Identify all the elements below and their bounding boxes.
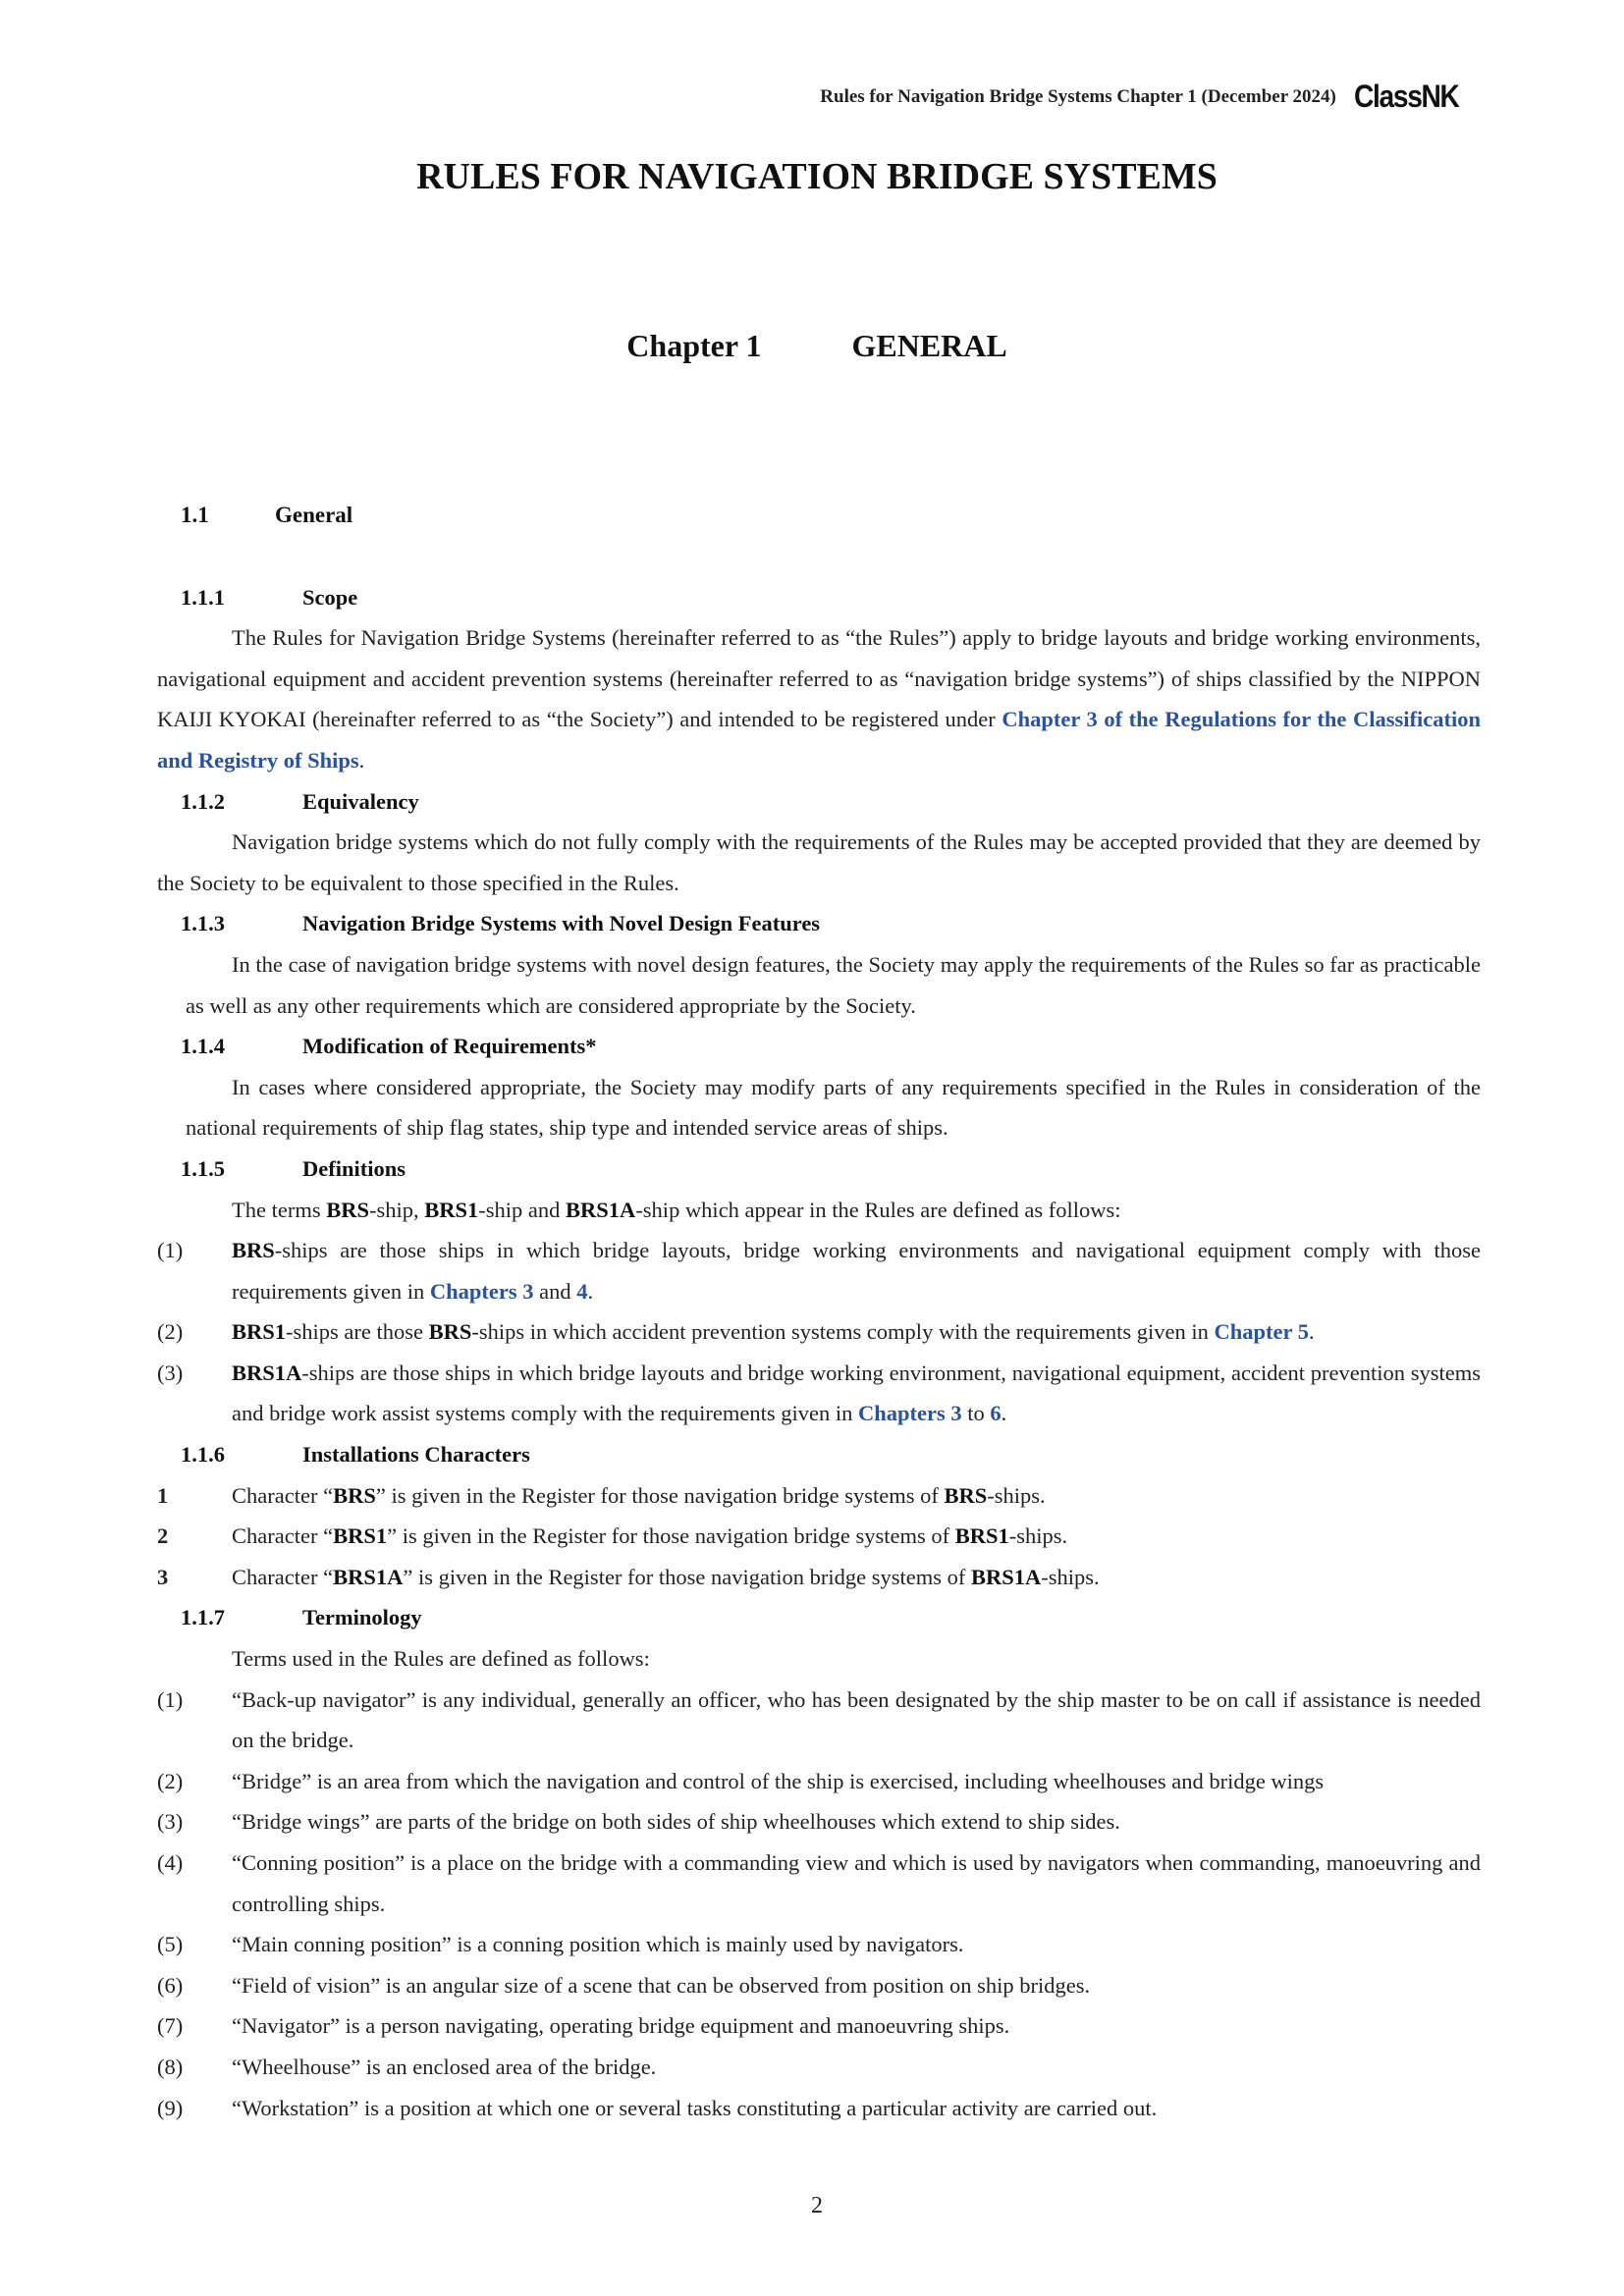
chapter-link[interactable]: Chapters 3 [858,1401,962,1426]
list-item-text: “Conning position” is a place on the bridge with a commanding view and which is used by navigators when commanding, manoeuvring and controlling ships. [232,1850,1481,1916]
term-brs1: BRS1 [424,1197,479,1222]
list-marker: (5) [157,1932,184,1957]
scope-paragraph [157,617,1481,780]
text: -ships are those ships in which bridge layouts, bridge working environments and navigational equipment comply with those requirements given in [232,1238,1481,1304]
list-item [157,2088,1481,2129]
chapter-link[interactable]: 4 [576,1278,588,1304]
list-marker: (4) [157,1850,184,1875]
subsection-number: 1.1.2 [181,788,225,814]
text: to [961,1401,991,1426]
term: BRS1 [333,1523,388,1549]
term: BRS [428,1319,472,1345]
list-item [157,1680,1481,1761]
text: -ships. [1041,1564,1100,1589]
list-item-text [232,1353,1481,1434]
list-item [157,1516,1481,1557]
subsection-number: 1.1.3 [181,911,225,936]
text: -ships. [987,1482,1046,1508]
list-item [157,1353,1481,1434]
running-title: Rules for Navigation Bridge Systems Chapter 1 (December 2024) [820,85,1336,107]
chapter-link[interactable]: Chapter 5 [1214,1319,1309,1345]
term: BRS1A [232,1360,302,1385]
text: Character “ [232,1523,334,1549]
list-item-text: “Field of vision” is an angular size of a scene that can be observed from position on ship bridges. [232,1972,1091,1998]
term-brs: BRS [326,1197,369,1222]
subsection-title: Navigation Bridge Systems with Novel Design Features [302,911,821,936]
subsection-heading [157,1434,1481,1475]
term: BRS1A [333,1564,404,1589]
list-item [157,1475,1481,1517]
list-item-text [232,1230,1481,1311]
subsection-number: 1.1.6 [181,1442,225,1468]
list-marker: (2) [157,1319,184,1345]
novel-design-paragraph: In the case of navigation bridge systems with novel design features, the Society may apply the requirements of the Rules so far as practicable as well as any other requirements which are considered appropriate by the Society. [186,951,1481,1018]
text: . [1001,1401,1007,1426]
equivalency-paragraph: Navigation bridge systems which do not fully comply with the requirements of the Rules may be accepted provided that they are deemed by the Society to be equivalent to those specified in the Rules. [157,829,1481,895]
text: and [533,1278,577,1304]
text: The terms [232,1197,327,1222]
section-title: General [275,503,353,527]
list-item [157,1965,1481,2006]
definitions-intro [157,1190,1481,1231]
terminology-intro: Terms used in the Rules are defined as follows: [232,1646,650,1672]
subsection-title: Definitions [302,1155,406,1181]
list-item-text: “Bridge wings” are parts of the bridge on both sides of ship wheelhouses which extend to ship sides. [232,1809,1120,1835]
subsection-heading [157,1026,1481,1067]
chapter-link[interactable]: 6 [990,1401,1001,1426]
text: -ship which appear in the Rules are defined as follows: [635,1197,1121,1222]
list-marker: 3 [157,1564,169,1589]
text: -ships are those ships in which bridge layouts and bridge working environment, navigational equipment, accident prevention systems and bridge work assist systems comply with the requirements given in [232,1360,1481,1426]
list-marker: (9) [157,2095,184,2120]
list-item [157,2005,1481,2047]
term: BRS1A [970,1564,1042,1589]
text: ” is given in the Register for those navigation bridge systems of [403,1564,971,1589]
list-item-text: “Bridge” is an area from which the navigation and control of the ship is exercised, including wheelhouses and bridge wings [232,1768,1325,1793]
subsection-title: Modification of Requirements* [302,1034,597,1059]
subsection-heading [157,903,1481,944]
list-marker: 2 [157,1523,169,1549]
list-marker: 1 [157,1482,169,1508]
list-item-text: “Navigator” is a person navigating, operating bridge equipment and manoeuvring ships. [232,2013,1010,2039]
subsection-heading [157,577,1481,618]
term: BRS [232,1238,275,1263]
list-item-text [232,1311,1481,1353]
subsection-number: 1.1.4 [181,1034,225,1059]
modification-paragraph: In cases where considered appropriate, the Society may modify parts of any requirements specified in the Rules in consideration of the national requirements of ship flag states, ship type and intended service areas of ships. [186,1074,1481,1141]
subsection-number: 1.1.7 [181,1605,225,1630]
list-item [157,1311,1481,1353]
list-item-text: “Workstation” is a position at which one or several tasks constituting a particular activity are carried out. [232,2095,1158,2120]
classnk-logo: ClassNK [1353,79,1459,114]
subsection-heading [157,1148,1481,1190]
subsection-title: Installations Characters [302,1442,530,1468]
list-marker: (3) [157,1809,184,1835]
body-content [157,495,1481,2128]
subsection-title: Scope [302,584,358,610]
chapter-name: GENERAL [851,328,1007,363]
paragraph-text: The Rules for Navigation Bridge Systems (hereinafter referred to as “the Rules”) apply to bridge layouts and bridge working environments, navigational equipment and accident prevention systems (hereinafter referred to as “navigation bridge systems”) of ships classified by the NIPPON KAIJI KYOKAI (hereinafter referred to as “the Society”) and intended to be registered under [157,625,1481,732]
list-marker: (6) [157,1972,184,1998]
text: Character “ [232,1482,334,1508]
list-item-text: “Main conning position” is a conning position which is mainly used by navigators. [232,1932,964,1957]
subsection-heading [157,1597,1481,1638]
list-marker: (1) [157,1238,184,1263]
chapter-link[interactable]: Chapters 3 [429,1278,534,1304]
text: -ships in which accident prevention systems comply with the requirements given in [471,1319,1215,1345]
list-item [157,1924,1481,1965]
text: Character “ [232,1564,334,1589]
term: BRS [944,1482,988,1508]
term-brs1a: BRS1A [566,1197,636,1222]
text: -ships are those [286,1319,429,1345]
list-marker: (2) [157,1768,184,1793]
running-header [820,79,1473,115]
list-item [157,1842,1481,1924]
term: BRS [333,1482,376,1508]
list-item [157,1557,1481,1598]
section-number: 1.1 [181,503,209,527]
list-marker: (1) [157,1686,184,1712]
list-item-text [232,1475,1481,1517]
list-item [157,1230,1481,1311]
list-item [157,1761,1481,1802]
text: ” is given in the Register for those navigation bridge systems of [375,1482,945,1508]
regulations-link[interactable]: Chapter 3 of the Regulations for the Classification and Registry of Ships [157,707,1481,773]
list-item [157,1801,1481,1842]
list-item-text: “Back-up navigator” is any individual, generally an officer, who has been designated by the ship master to be on call if assistance is needed on the bridge. [232,1686,1481,1753]
section-heading [157,495,1481,536]
text: . [1308,1319,1315,1345]
page-number: 2 [811,2193,823,2218]
list-marker: (7) [157,2013,184,2039]
chapter-number: Chapter 1 [626,328,762,363]
paragraph-text: . [358,747,365,773]
text: -ship, [369,1197,425,1222]
list-item-text [232,1557,1481,1598]
term: BRS1 [232,1319,287,1345]
list-item-text: “Wheelhouse” is an enclosed area of the bridge. [232,2054,657,2079]
subsection-number: 1.1.5 [181,1155,225,1181]
subsection-number: 1.1.1 [181,584,225,610]
list-marker: (3) [157,1360,184,1385]
chapter-heading [0,328,1624,364]
document-title: RULES FOR NAVIGATION BRIDGE SYSTEMS [416,156,1218,197]
list-item-text [232,1516,1481,1557]
subsection-title: Equivalency [302,788,419,814]
text: -ship and [478,1197,567,1222]
subsection-heading [157,781,1481,823]
term: BRS1 [954,1523,1009,1549]
list-marker: (8) [157,2054,184,2079]
text: ” is given in the Register for those navigation bridge systems of [387,1523,955,1549]
list-item [157,2047,1481,2088]
text: -ships. [1008,1523,1068,1549]
subsection-title: Terminology [302,1605,422,1630]
text: . [587,1278,594,1304]
